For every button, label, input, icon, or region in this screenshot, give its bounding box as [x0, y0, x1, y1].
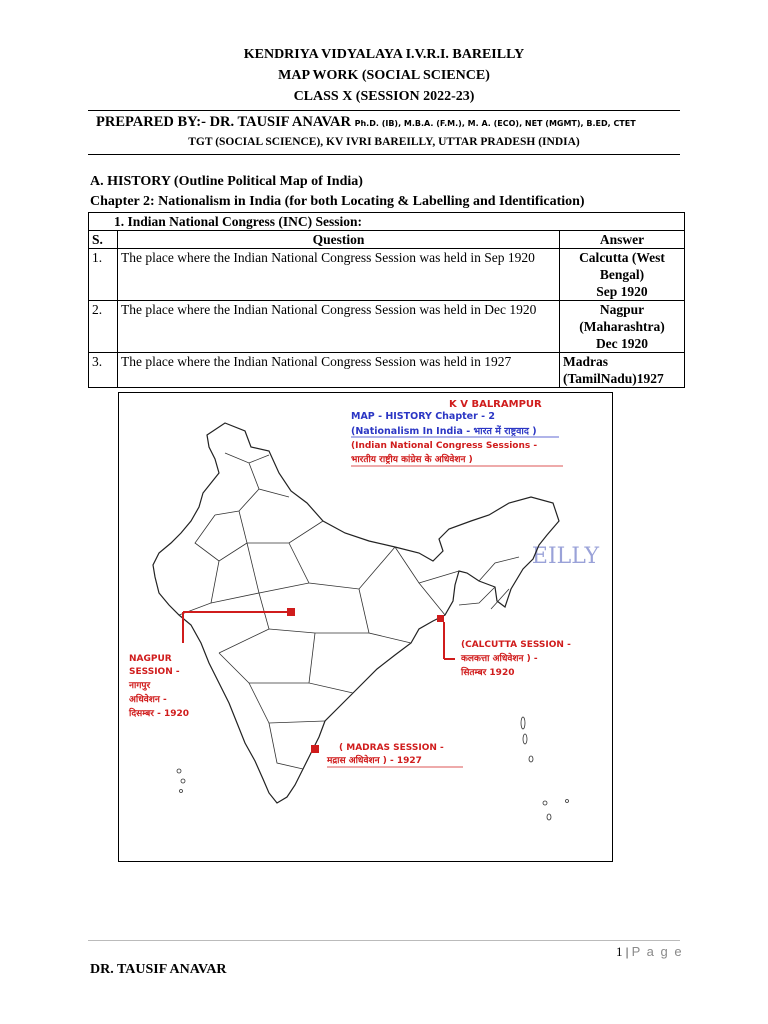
answer-line: Madras: [563, 354, 608, 369]
nagpur-marker: [287, 608, 295, 616]
table-row: [89, 353, 685, 388]
row-question: The place where the Indian National Congress Session was held in 1927: [118, 353, 560, 388]
inc-session-table: [88, 212, 685, 388]
footer-rule: [88, 940, 680, 941]
answer-line: Bengal): [599, 267, 645, 282]
row-answer: [560, 353, 685, 388]
prepared-by: PREPARED BY:- DR. TAUSIF ANAVAR: [96, 114, 351, 130]
map-title-line1: MAP - HISTORY Chapter - 2: [351, 411, 495, 422]
row-sno: 2.: [89, 301, 118, 353]
map-school: K V BALRAMPUR: [449, 399, 542, 410]
document-title: MAP WORK (SOCIAL SCIENCE): [278, 68, 490, 83]
row-answer: [560, 249, 685, 301]
map-title-line2: (Nationalism In India - भारत में राष्ट्रवाद ): [351, 426, 537, 437]
page-word: P a g e: [631, 944, 684, 959]
nagpur-label: अधिवेशन -: [129, 695, 167, 705]
calcutta-label: सितम्बर 1920: [461, 668, 515, 678]
header-answer: Answer: [560, 231, 685, 249]
map-title-line4: भारतीय राष्ट्रीय कांग्रेस के अधिवेशन ): [351, 455, 473, 465]
designation: TGT (SOCIAL SCIENCE), KV IVRI BAREILLY, UTTAR PRADESH (INDIA): [188, 136, 580, 148]
footer-author: DR. TAUSIF ANAVAR: [90, 962, 227, 977]
row-question: The place where the Indian National Congress Session was held in Sep 1920: [118, 249, 560, 301]
madras-marker: [311, 745, 319, 753]
nagpur-label: NAGPUR: [129, 654, 172, 664]
header-rule-top: [88, 110, 680, 111]
row-sno: 3.: [89, 353, 118, 388]
class-session: CLASS X (SESSION 2022-23): [293, 89, 475, 104]
table-title: 1. Indian National Congress (INC) Session:: [89, 213, 685, 231]
header-rule-bottom: [88, 154, 680, 155]
answer-line: (TamilNadu)1927: [563, 371, 664, 386]
india-outline-map: [119, 393, 612, 861]
nagpur-label: नागपुर: [129, 681, 151, 691]
header-question: Question: [118, 231, 560, 249]
islands: [177, 717, 569, 820]
row-sno: 1.: [89, 249, 118, 301]
table-row: [89, 301, 685, 353]
row-question: The place where the Indian National Congress Session was held in Dec 1920: [118, 301, 560, 353]
answer-line: Nagpur: [599, 302, 645, 317]
nagpur-label: SESSION -: [129, 667, 180, 677]
madras-label: ( MADRAS SESSION -: [339, 743, 444, 753]
table-title-row: [89, 213, 685, 231]
nagpur-label: दिसम्बर - 1920: [129, 709, 189, 719]
page-num-value: 1: [616, 944, 623, 959]
page-number: [616, 944, 683, 960]
header-sno: S.: [89, 231, 118, 249]
answer-line: Dec 1920: [595, 336, 649, 351]
answer-line: Calcutta (West: [579, 250, 665, 265]
madras-label: मद्रास अधिवेशन ) - 1927: [327, 756, 422, 766]
calcutta-marker: [437, 615, 444, 622]
school-title: KENDRIYA VIDYALAYA I.V.R.I. BAREILLY: [243, 47, 525, 62]
map-title-line3: (Indian National Congress Sessions -: [351, 441, 538, 451]
watermark-text: EILLY: [531, 544, 599, 569]
india-map-figure: [118, 392, 613, 862]
prepared-by-line: [96, 114, 636, 131]
section-heading: A. HISTORY (Outline Political Map of India): [90, 174, 363, 189]
chapter-heading: Chapter 2: Nationalism in India (for both Locating & Labelling and Identification): [90, 194, 585, 209]
calcutta-label: (CALCUTTA SESSION -: [461, 640, 571, 650]
answer-line: (Maharashtra): [579, 319, 665, 334]
calcutta-label: कलकत्ता अधिवेशन ) -: [461, 654, 538, 664]
row-answer: [560, 301, 685, 353]
page-separator: |: [625, 944, 629, 959]
table-header-row: [89, 231, 685, 249]
answer-line: Sep 1920: [596, 284, 648, 299]
table-row: [89, 249, 685, 301]
qualifications: Ph.D. (IB), M.B.A. (F.M.), M. A. (ECO), NET (MGMT), B.ED, CTET: [354, 119, 636, 128]
